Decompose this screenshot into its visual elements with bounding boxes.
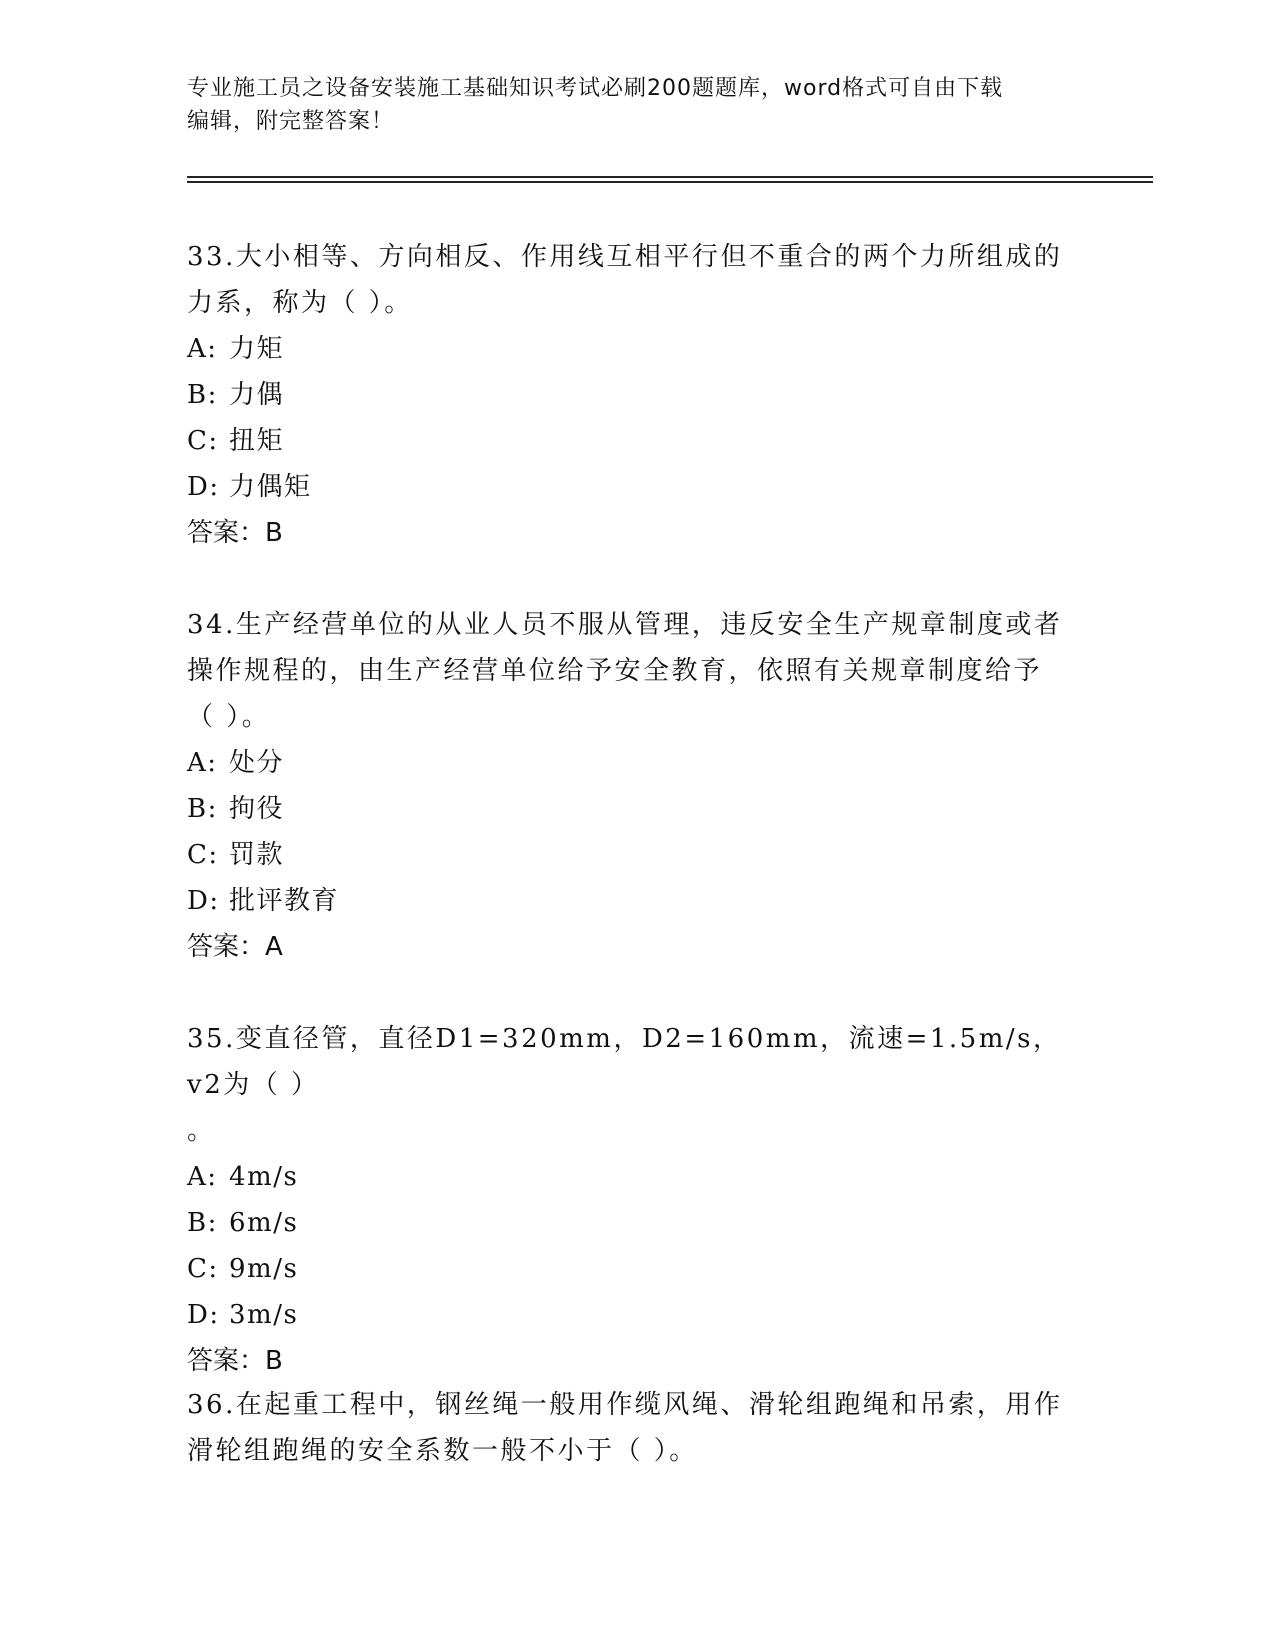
question-35 [187, 1016, 1087, 1384]
option-key: B: [187, 380, 218, 410]
option-text: 批评教育 [229, 886, 340, 916]
option-a [187, 740, 1087, 786]
option-text: 处分 [229, 748, 285, 778]
answer: 答案：B [187, 1346, 283, 1376]
question-text-line: 34.生产经营单位的从业人员不服从管理，违反安全生产规章制度或者 [187, 610, 1063, 640]
option-b [187, 786, 1087, 832]
option-key: C: [187, 426, 219, 456]
option-key: C: [187, 1254, 219, 1284]
option-text: 罚款 [229, 840, 285, 870]
question-text-line: 。 [187, 1116, 216, 1146]
option-key: A: [187, 334, 218, 364]
option-key: A: [187, 1162, 218, 1192]
option-c [187, 1246, 1087, 1292]
header-divider-top [187, 176, 1153, 178]
question-34 [187, 602, 1087, 970]
option-d [187, 464, 1087, 510]
option-text: 6m/s [229, 1208, 299, 1238]
option-text: 拘役 [229, 794, 285, 824]
question-text-line: 力系，称为（ ）。 [187, 288, 413, 318]
option-c [187, 418, 1087, 464]
option-a [187, 1154, 1087, 1200]
header-line-2: 编辑，附完整答案！ [187, 109, 395, 134]
question-text-line: 33.大小相等、方向相反、作用线互相平行但不重合的两个力所组成的 [187, 242, 1063, 272]
question-36 [187, 1382, 1087, 1474]
option-key: D: [187, 886, 220, 916]
option-text: 扭矩 [229, 426, 285, 456]
answer: 答案：B [187, 518, 283, 548]
option-key: B: [187, 1208, 218, 1238]
option-text: 9m/s [229, 1254, 299, 1284]
option-key: B: [187, 794, 218, 824]
option-key: A: [187, 748, 218, 778]
question-text-line: 36.在起重工程中，钢丝绳一般用作缆风绳、滑轮组跑绳和吊索，用作 [187, 1390, 1063, 1420]
option-b [187, 372, 1087, 418]
option-d [187, 1292, 1087, 1338]
option-a [187, 326, 1087, 372]
option-text: 力偶 [229, 380, 285, 410]
question-text-line: （ ）。 [187, 702, 271, 732]
answer: 答案：A [187, 932, 283, 962]
option-b [187, 1200, 1087, 1246]
option-key: D: [187, 472, 220, 502]
question-33 [187, 234, 1087, 556]
option-text: 力矩 [229, 334, 285, 364]
document-header [187, 72, 1087, 138]
question-text-line: 滑轮组跑绳的安全系数一般不小于（ ）。 [187, 1436, 698, 1466]
option-d [187, 878, 1087, 924]
option-c [187, 832, 1087, 878]
question-text-line: 操作规程的，由生产经营单位给予安全教育，依照有关规章制度给予 [187, 656, 1043, 686]
option-text: 3m/s [229, 1300, 299, 1330]
option-text: 4m/s [229, 1162, 299, 1192]
header-divider-bottom [187, 181, 1153, 183]
question-text-line: 35.变直径管，直径D1=320mm，D2=160mm，流速=1.5m/s，v2为（ ） [187, 1024, 1062, 1100]
header-line-1: 专业施工员之设备安装施工基础知识考试必刷200题题库，word格式可自由下载 [187, 76, 1004, 101]
option-key: C: [187, 840, 219, 870]
option-text: 力偶矩 [229, 472, 312, 502]
option-key: D: [187, 1300, 220, 1330]
